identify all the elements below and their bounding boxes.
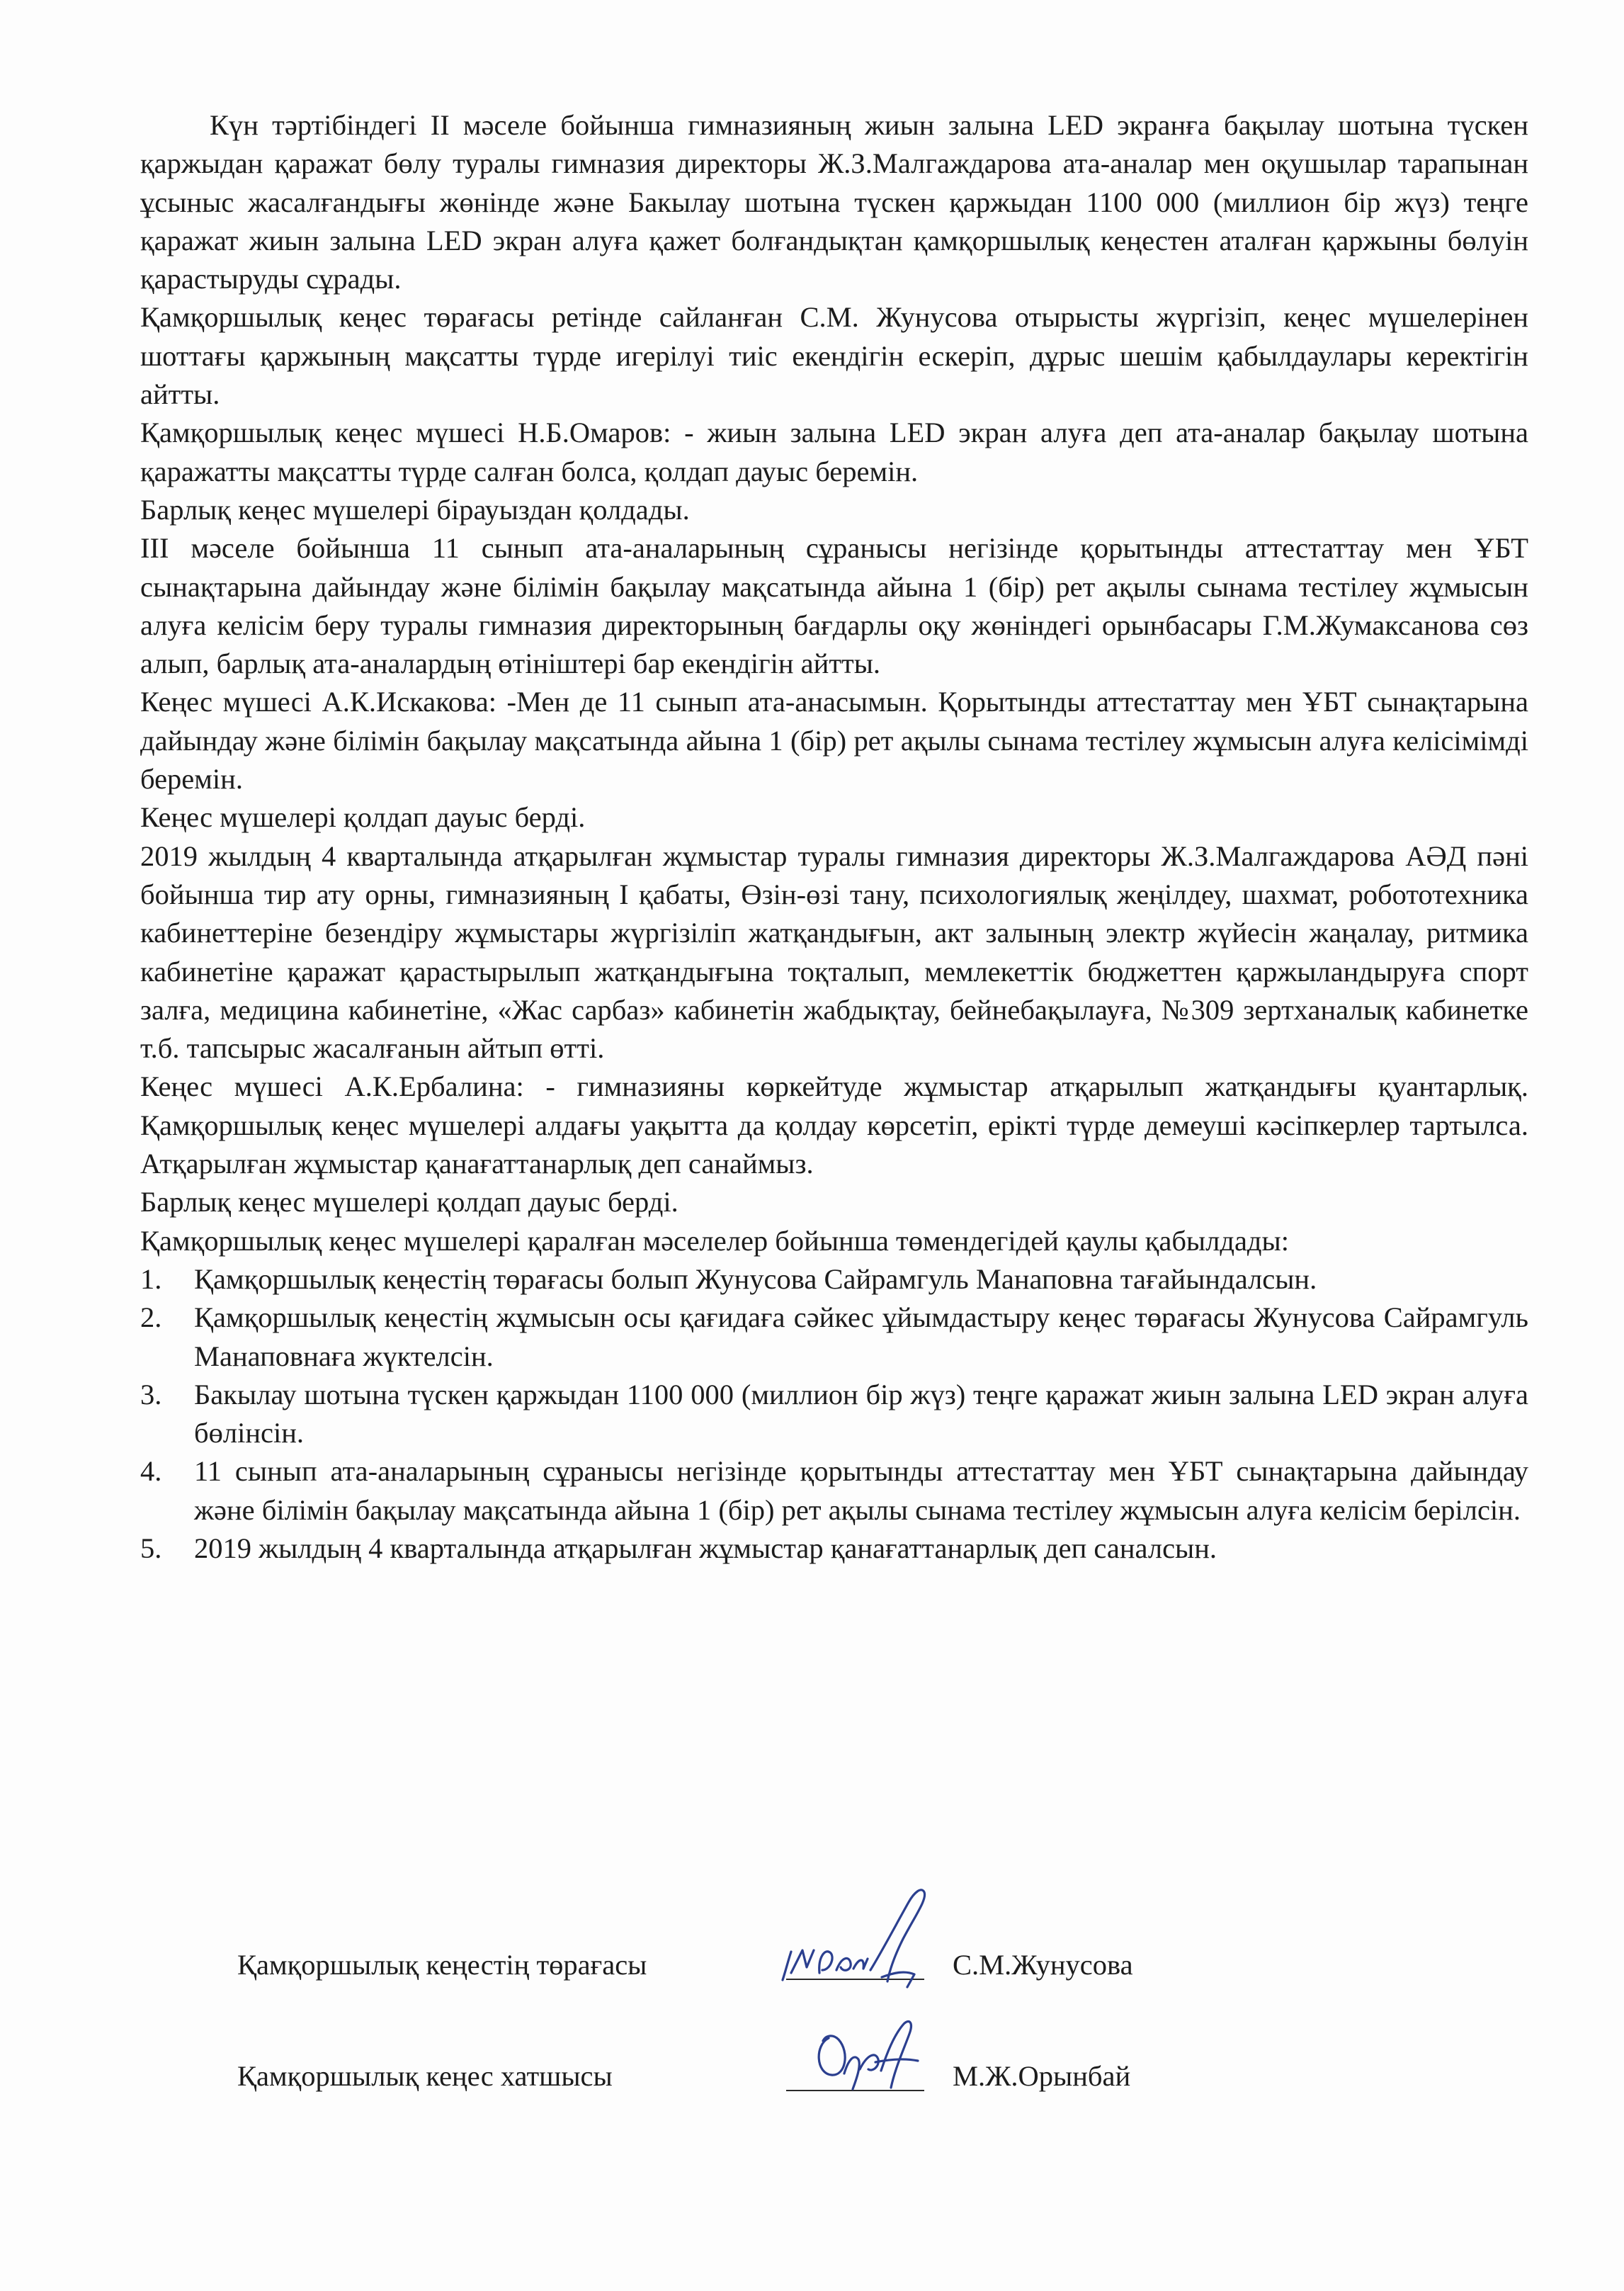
secretary-role-label: Қамқоршылық кеңес хатшысы	[237, 2060, 613, 2092]
paragraph-erbalina-statement: Кеңес мүшесі А.К.Ербалина: - гимназияны көркейтуде жұмыстар атқарылып жатқандығы қуантарлық. Қамқоршылық кеңес мүшелері алдағы уақытта да қолдау көрсетіп, ерікті түрде демеуші кәсіпкерлер тартылса. Атқарылған жұмыстар қанағаттанарлық деп санаймыз.	[140, 1070, 1528, 1180]
list-item-number: 5.	[140, 1532, 162, 1564]
paragraph-agenda-item-3: ІІІ мәселе бойынша 11 сынып ата-аналарының сұранысы негізінде қорытынды аттестаттау мен ҰБТ сынақтарына дайындау және білімін бақылау мақсатында айына 1 (бір) рет ақылы сынама тестілеу жұмысын алуға келісім беру туралы гимназия директорының бағдарлы оқу жөніндегі орынбасары Г.М.Жумаксанова сөз алып, барлық ата-аналардың өтініштері бар екендігін айтты.	[140, 532, 1528, 680]
chair-role-label: Қамқоршылық кеңестің төрағасы	[237, 1949, 647, 1981]
chair-name: С.М.Жунусова	[953, 1949, 1133, 1981]
list-item-text: 11 сынып ата-аналарының сұранысы негізінде қорытынды аттестаттау мен ҰБТ сынақтарына дайындау және білімін бақылау мақсатында айына 1 (бір) рет ақылы сынама тестілеу жұмысын алуға келісім берілсін.	[194, 1455, 1528, 1526]
paragraph-agenda-item-2: Күн тәртібіндегі ІІ мәселе бойынша гимназияның жиын залына LED экранға бақылау шотына түскен қаржыдан қаражат бөлу туралы гимназия директоры Ж.З.Малгаждарова ата-аналар мен оқушылар тарапынан ұсыныс жасалғандығы жөнінде және Бакылау шотына түскен қаржыдан 1100 000 (миллион бір жүз) теңге қаражат жиын залына LED экран алуға қажет болғандықтан қамқоршылық кеңестен аталған қаржыны бөлуін қарастыруды сұрады.	[140, 109, 1528, 295]
list-item	[140, 1299, 1528, 1376]
list-item-number: 4.	[140, 1455, 162, 1488]
list-item-text: 2019 жылдың 4 кварталында атқарылған жұмыстар қанағаттанарлық деп саналсын.	[194, 1532, 1217, 1564]
list-item-text: Бакылау шотына түскен қаржыдан 1100 000 (миллион бір жүз) теңге қаражат жиын залына LED экран алуға бөлінсін.	[194, 1378, 1528, 1449]
paragraph-all-members-voted: Барлық кеңес мүшелері қолдап дауыс берді.	[140, 1186, 678, 1218]
list-item-text: Қамқоршылық кеңестің жұмысын осы қағидаға сәйкес ұйымдастыру кеңес төрағасы Жунусова Сайрамгуль Манаповнаға жүктелсін.	[194, 1301, 1528, 1372]
paragraph-iskakova-statement: Кеңес мүшесі А.К.Искакова: -Мен де 11 сынып ата-анасымын. Қорытынды аттестаттау мен ҰБТ сынақтарына дайындау және білімін бақылау мақсатында айына 1 (бір) рет ақылы сынама тестілеу жұмысын алуға келісімімді беремін.	[140, 686, 1528, 796]
paragraph-unanimous-support: Барлық кеңес мүшелері бірауыздан қолдады.	[140, 493, 690, 526]
secretary-name: М.Ж.Орынбай	[953, 2060, 1131, 2092]
list-item-number: 2.	[140, 1301, 162, 1334]
resolution-list	[140, 1260, 1528, 1568]
paragraph-chair-statement: Қамқоршылық кеңес төрағасы ретінде сайланған С.М. Жунусова отырысты жүргізіп, кеңес мүшелерінен шоттағы қаржының мақсатты түрде игерілуі тиіс екендігін ескеріп, дұрыс шешім қабылдаулары керектігін айтты.	[140, 301, 1528, 411]
paragraph-q4-report: 2019 жылдың 4 кварталында атқарылған жұмыстар туралы гимназия директоры Ж.З.Малгаждарова АӘД пәні бойынша тир ату орны, гимназияның І қабаты, Өзін-өзі тану, психологиялық жеңілдеу, шахмат, робототехника кабинеттеріне безендіру жұмыстары жүргізіліп жатқандығын, акт залының электр жүйесін жаңалау, ритмика кабинетіне қаражат қарастырылып жатқандығына тоқталып, мемлекеттік бюджеттен қаржыландыруға спорт залға, медицина кабинетіне, «Жас сарбаз» кабинетін жабдықтау, бейнебақылауға, №309 зертханалық кабинетке т.б. тапсырыс жасалғанын айтып өтті.	[140, 839, 1528, 1065]
list-item	[140, 1452, 1528, 1529]
list-item-number: 3.	[140, 1378, 162, 1410]
chair-signature-block	[237, 1938, 1229, 1994]
list-item-number: 1.	[140, 1262, 162, 1295]
paragraph-members-voted: Кеңес мүшелері қолдап дауыс берді.	[140, 801, 586, 834]
paragraph-omarov-statement: Қамқоршылық кеңес мүшесі Н.Б.Омаров: - жиын залына LED экран алуға деп ата-аналар бақылау шотына қаражатты мақсатты түрде салған болса, қолдап дауыс беремін.	[140, 417, 1528, 487]
paragraph-resolution-intro: Қамқоршылық кеңес мүшелері қаралған мәселелер бойынша төмендегідей қаулы қабылдады:	[140, 1224, 1289, 1257]
list-item-text: Қамқоршылық кеңестің төрағасы болып Жунусова Сайрамгуль Манаповна тағайындалсын.	[194, 1262, 1317, 1295]
chair-handwritten-signature	[776, 1874, 946, 1994]
document-body	[140, 106, 1528, 1568]
secretary-handwritten-signature	[807, 2010, 935, 2102]
list-item	[140, 1529, 1528, 1568]
list-item	[140, 1376, 1528, 1453]
list-item	[140, 1260, 1528, 1299]
secretary-signature-block	[237, 2049, 1229, 2105]
